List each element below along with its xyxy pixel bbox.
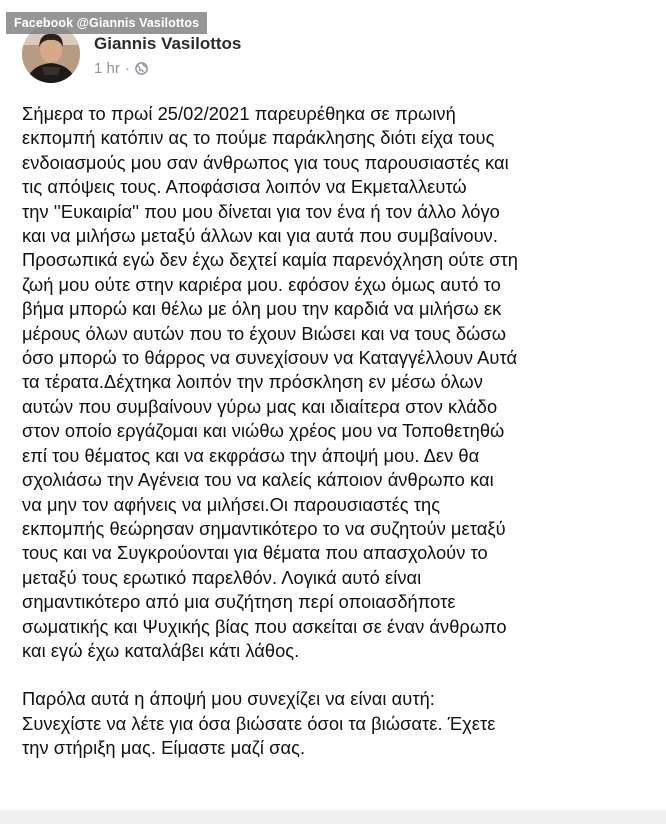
- post-line: αυτών που συμβαίνουν γύρω μας και ιδιαίτερα στον κλάδο: [22, 395, 498, 417]
- post-meta: [94, 60, 148, 77]
- post-line: σημαντικότερο από μια συζήτηση περί οποιασδήποτε: [22, 591, 456, 613]
- post-line: όσο μπορώ το θάρρος να συνεχίσουν να Καταγγέλλουν Αυτά: [22, 347, 518, 369]
- post-line: τις απόψεις τους. Αποφάσισα λοιπόν να Εκμεταλλευτώ: [22, 176, 467, 198]
- post-paragraph-1: [22, 102, 647, 663]
- timestamp[interactable]: 1 hr: [94, 60, 120, 77]
- post-line: να μην τον αφήνεις να μιλήσει.Οι παρουσιαστές της: [22, 493, 441, 515]
- post-line: τους και να Συγκρούονται για θέματα που απασχολούν το: [22, 542, 488, 564]
- post-line: τα τέρατα.Δέχτηκα λοιπόν την πρόσκληση εν μέσω όλων: [22, 371, 483, 393]
- post-line: ζωή μου ούτε στην καριέρα μου. εφόσον έχω όμως αυτό το: [22, 273, 501, 295]
- post-line: βήμα μπορώ και θέλω με όλη μου την καρδιά να μιλήσω εκ: [22, 298, 502, 320]
- meta-separator: ·: [124, 60, 130, 77]
- post-line: σχολιάσω την Αγένεια του να καλείς κάποιον άνθρωπο και: [22, 469, 494, 491]
- post-line: Προσωπικά εγώ δεν έχω δεχτεί καμία παρενόχληση ούτε στη: [22, 249, 519, 271]
- post-line: μέρους όλων αυτών που το έχουν Βιώσει και να τους δώσω: [22, 322, 507, 344]
- post-line: την ''Ευκαιρία'' που μου δίνεται για τον ένα ή τον άλλο λόγο: [22, 200, 500, 222]
- post-line: και εγώ έχω καταλάβει κάτι λάθος.: [22, 639, 300, 661]
- post-line: εκπομπή κατόπιν ας το πούμε παράκλησης διότι είχα τους: [22, 127, 495, 149]
- post-line: και να μιλήσω μεταξύ άλλων και για αυτά που συμβαίνουν.: [22, 225, 498, 247]
- post-line: μεταξύ τους ερωτικό παρελθόν. Λογικά αυτό είναι: [22, 566, 422, 588]
- post-paragraph-2: [22, 687, 647, 760]
- watermark-label: Facebook @Giannis Vasilottos: [6, 12, 207, 34]
- globe-icon[interactable]: [135, 62, 148, 75]
- post-line: Σήμερα το πρωί 25/02/2021 παρευρέθηκα σε πρωινή: [22, 103, 456, 124]
- post-line: ενδοιασμούς μου σαν άνθρωπος για τους παρουσιαστές και: [22, 151, 509, 173]
- post-line: σωματικής και Ψυχικής βίας που ασκείται σε έναν άνθρωπο: [22, 615, 507, 637]
- post-line: Παρόλα αυτά η άποψή μου συνεχίζει να είναι αυτή:: [22, 688, 435, 710]
- bottom-divider: [0, 810, 666, 824]
- author-name[interactable]: Giannis Vasilottos: [94, 34, 242, 53]
- post-line: την στήριξη μας. Είμαστε μαζί σας.: [22, 737, 306, 759]
- post-body: [22, 102, 647, 761]
- post-line: Συνεχίστε να λέτε για όσα βιώσατε όσοι τα βιώσατε. Έχετε: [22, 712, 496, 734]
- post-line: εκπομπής θεώρησαν σημαντικότερο το να συζητούν μεταξύ: [22, 517, 506, 539]
- post-line: στον οποίο εργάζομαι και νιώθω χρέος μου να Τοποθετηθώ: [22, 420, 505, 442]
- post-line: επί του θέματος και να εκφράσω την άποψή μου. Δεν θα: [22, 444, 480, 466]
- paragraph-gap: [22, 663, 647, 687]
